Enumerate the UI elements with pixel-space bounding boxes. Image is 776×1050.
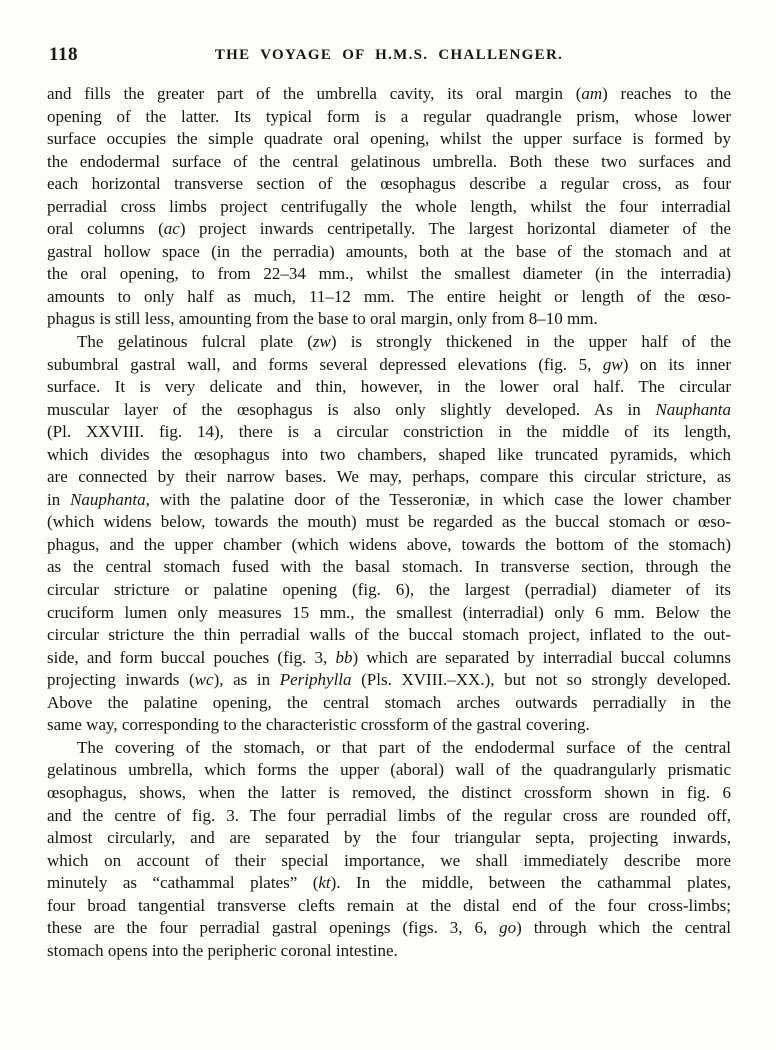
text-line: the oral opening, to from 22–34 mm., whilst the smallest diameter (in the interradia) — [47, 264, 731, 284]
running-title: THE VOYAGE OF H.M.S. CHALLENGER. — [214, 47, 564, 63]
page-number: 118 — [49, 44, 78, 65]
text-line: and the centre of fig. 3. The four perradial limbs of the regular cross are rounded off, — [47, 805, 731, 825]
text-line: opening of the latter. Its typical form is a regular quadrangle prism, whose lower — [47, 106, 731, 126]
text-line: four broad tangential transverse clefts remain at the distal end of the four cross-limbs; — [47, 895, 731, 915]
text-line: and fills the greater part of the umbrella cavity, its oral margin (am) reaches to the — [47, 84, 731, 103]
text-line: gelatinous umbrella, which forms the upper (aboral) wall of the quadrangularly prismatic — [47, 760, 731, 780]
text-line: projecting inwards (wc), as in Periphylla (Pls. XVIII.–XX.), but not so strongly developed. — [47, 670, 732, 690]
paragraph — [47, 83, 731, 331]
text-line: œsophagus, shows, when the latter is removed, the distinct crossform shown in fig. 6 — [47, 782, 731, 802]
text-line: (Pl. XXVIII. fig. 14), there is a circular constriction in the middle of its length, — [47, 422, 731, 442]
text-line: same way, corresponding to the characteristic crossform of the gastral covering. — [47, 715, 590, 735]
text-line: surface. It is very delicate and thin, however, in the lower oral half. The circular — [47, 377, 731, 397]
text-line: subumbral gastral wall, and forms several depressed elevations (fig. 5, gw) on its inner — [47, 354, 731, 374]
text-line: oral columns (ac) project inwards centripetally. The largest horizontal diameter of the — [47, 219, 731, 239]
text-line: (which widens below, towards the mouth) must be regarded as the buccal stomach or œso- — [47, 512, 731, 532]
text-line: which on account of their special importance, we shall immediately describe more — [47, 850, 731, 870]
text-line: circular stricture the thin perradial walls of the buccal stomach project, inflated to the out- — [47, 625, 731, 645]
text-line: muscular layer of the œsophagus is also only slightly developed. As in Nauphanta — [47, 399, 731, 419]
text-line: surface occupies the simple quadrate oral opening, whilst the upper surface is formed by — [47, 129, 731, 149]
text-line: in Nauphanta, with the palatine door of the Tesseroniæ, in which case the lower chamber — [47, 489, 731, 509]
text-line: phagus is still less, amounting from the base to oral margin, only from 8–10 mm. — [47, 309, 598, 329]
text-line: the endodermal surface of the central gelatinous umbrella. Both these two surfaces and — [47, 151, 731, 171]
text-line: perradial cross limbs project centrifugally the whole length, whilst the four interradial — [47, 196, 731, 216]
text-line: gastral hollow space (in the perradia) amounts, both at the base of the stomach and at — [47, 241, 731, 261]
running-head — [47, 44, 731, 68]
text-line: which divides the œsophagus into two chambers, shaped like truncated pyramids, which — [47, 444, 731, 464]
body-text — [47, 83, 731, 962]
text-line: Above the palatine opening, the central stomach arches outwards perradially in the — [47, 692, 731, 712]
text-line: almost circularly, and are separated by the four triangular septa, projecting inwards, — [47, 828, 731, 848]
text-line: each horizontal transverse section of the œsophagus describe a regular cross, as four — [47, 174, 731, 194]
paragraph — [47, 331, 731, 737]
paragraph — [47, 737, 731, 962]
text-line: circular stricture or palatine opening (fig. 6), the largest (perradial) diameter of its — [47, 580, 731, 600]
text-line: side, and form buccal pouches (fig. 3, bb) which are separated by interradial buccal columns — [47, 647, 731, 667]
text-line: amounts to only half as much, 11–12 mm. The entire height or length of the œso- — [47, 286, 731, 306]
text-line: cruciform lumen only measures 15 mm., the smallest (interradial) only 6 mm. Below the — [47, 602, 731, 622]
text-line: as the central stomach fused with the basal stomach. In transverse section, through the — [47, 557, 731, 577]
text-line: The gelatinous fulcral plate (zw) is strongly thickened in the upper half of the — [77, 332, 731, 352]
text-line: phagus, and the upper chamber (which widens above, towards the bottom of the stomach) — [47, 534, 731, 554]
text-line: these are the four perradial gastral openings (figs. 3, 6, go) through which the central — [47, 918, 731, 938]
text-line: The covering of the stomach, or that part of the endodermal surface of the central — [77, 737, 731, 757]
text-line: are connected by their narrow bases. We may, perhaps, compare this circular stricture, as — [47, 467, 731, 487]
text-line: minutely as “cathammal plates” (kt). In the middle, between the cathammal plates, — [47, 873, 732, 893]
text-line: stomach opens into the peripheric coronal intestine. — [47, 940, 398, 960]
